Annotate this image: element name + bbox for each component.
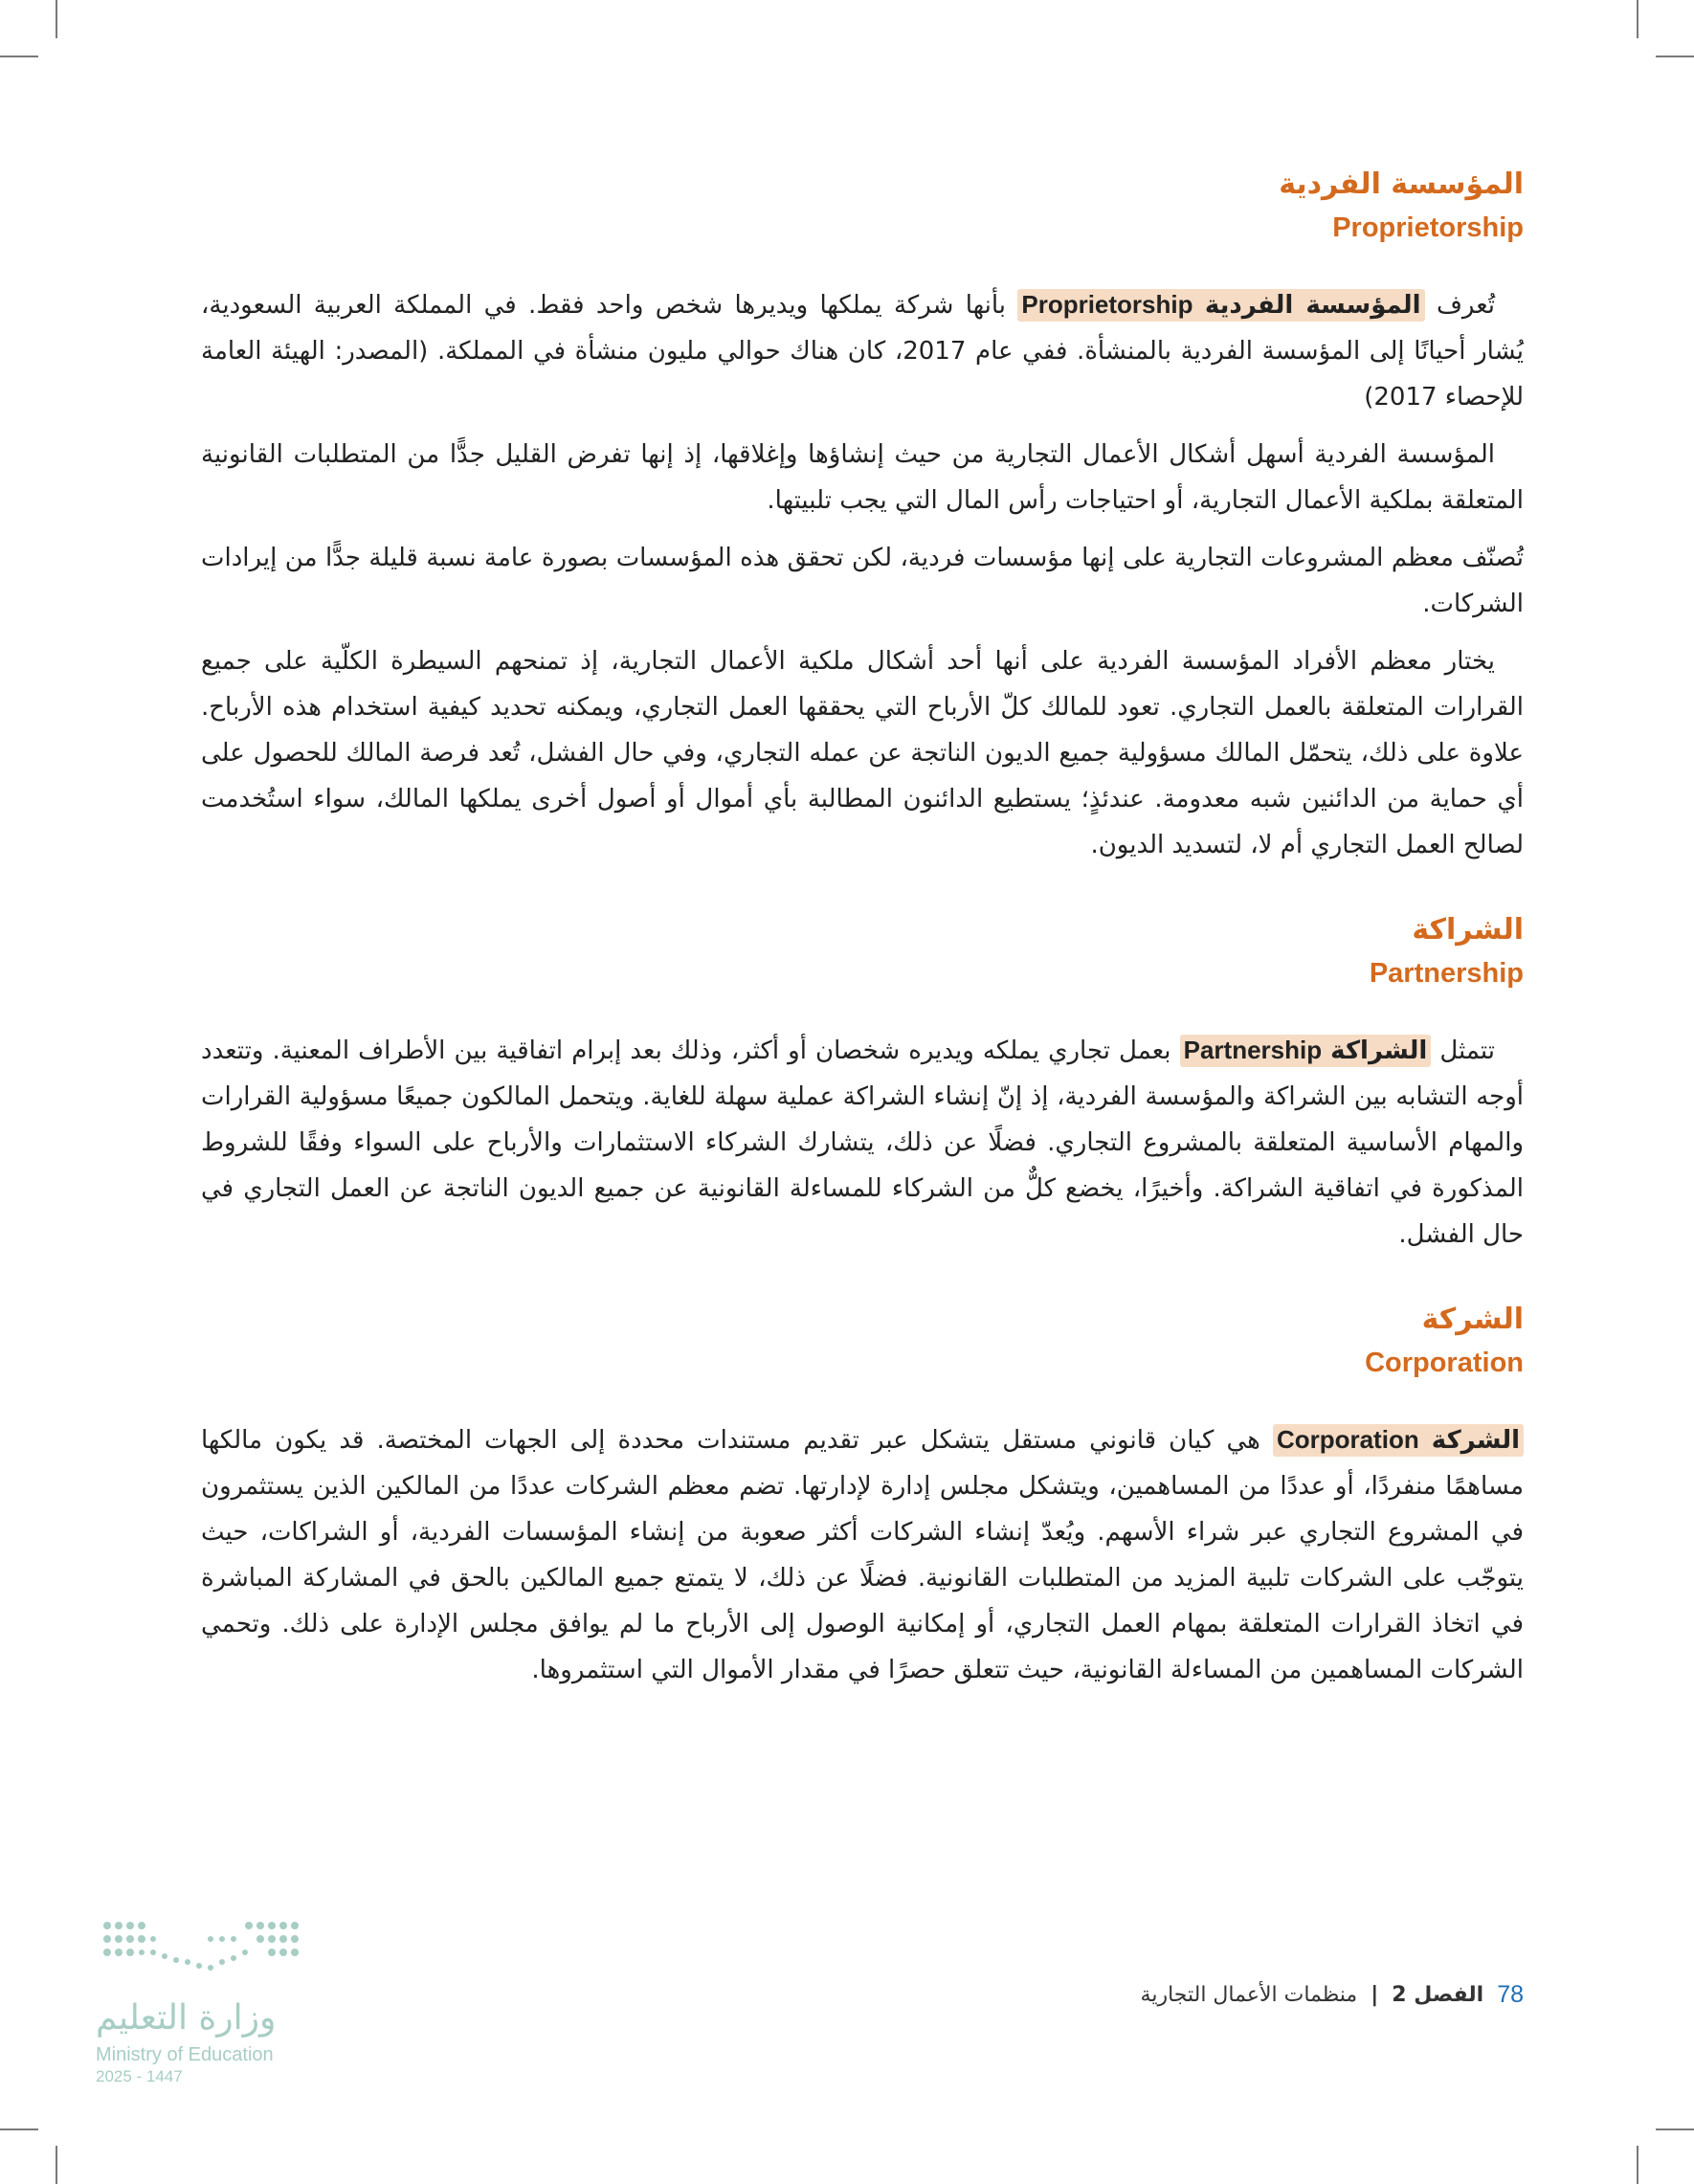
paragraph-text: تُعرف: [1424, 291, 1496, 320]
paragraph: المؤسسة الفردية أسهل أشكال الأعمال التجارية من حيث إنشاؤها وإغلاقها، إذ إنها تفرض القليل جدًّا من المتطلبات القانونية المتعلقة بملكية الأعمال التجارية، أو احتياجات رأس المال التي يجب تلبيتها.: [201, 440, 1524, 515]
section-title-en: Corporation: [1365, 1348, 1524, 1378]
paragraph-text: تتمثل: [1431, 1036, 1495, 1065]
term-en: Corporation: [1276, 1425, 1419, 1454]
paragraph-text: بأنها شركة يملكها ويديرها شخص واحد فقط. في المملكة العربية السعودية، يُشار أحيانًا إلى المؤسسة الفردية بالمنشأة. ففي عام 2017، كان هناك حوالي مليون منشأة في المملكة. (المصدر: الهيئة العامة للإحصاء 2017): [201, 291, 1524, 412]
term-highlight: [1017, 289, 1424, 322]
crop-mark-top-right-h: [1656, 56, 1694, 57]
paragraph: تُصنّف معظم المشروعات التجارية على إنها مؤسسات فردية، لكن تحقق هذه المؤسسات بصورة عامة نسبة قليلة جدًّا من إيرادات الشركات.: [201, 544, 1524, 618]
term-highlight: [1273, 1424, 1524, 1457]
paragraph: [201, 281, 1524, 420]
section-title-ar: المؤسسة الفردية: [1279, 167, 1524, 201]
page-number: 78: [1497, 1981, 1524, 2008]
paragraph: [201, 1027, 1524, 1258]
section-heading: [201, 163, 1524, 249]
crop-mark-top-left-h: [0, 56, 38, 57]
ministry-dots-icon: [96, 1912, 316, 1979]
page-footer: [1141, 1981, 1524, 2009]
crop-mark-bottom-right-h: [1656, 2128, 1694, 2130]
chapter-title: منظمات الأعمال التجارية: [1140, 1983, 1358, 2007]
term-en: Partnership: [1183, 1036, 1323, 1064]
footer-separator: |: [1371, 1983, 1379, 2007]
paragraph-text: بعمل تجاري يملكه ويديره شخصان أو أكثر، وذلك بعد إبرام اتفاقية بين الأطراف المعنية. وتتعدد أوجه التشابه بين الشراكة والمؤسسة الفردية، إذ إنّ إنشاء الشراكة عملية سهلة للغاية. ويتحمل المالكون جميعًا مسؤولية القرارات والمهام الأساسية المتعلقة بالمشروع التجاري. فضلًا عن ذلك، يتشارك الشركاء الاستثمارات والأرباح على السواء وفقًا للشروط المذكورة في اتفاقية الشراكة. وأخيرًا، يخضع كلٌّ من الشركاء للمساءلة القانونية عن جميع الديون الناتجة عن العمل التجاري في حال الفشل.: [201, 1036, 1524, 1249]
term-ar: الشراكة: [1330, 1036, 1428, 1065]
section-corporation: [201, 1298, 1524, 1693]
section-heading: [201, 908, 1524, 994]
paragraph: يختار معظم الأفراد المؤسسة الفردية على أنها أحد أشكال ملكية الأعمال التجارية، إذ تمنحهم السيطرة الكلّية على جميع القرارات المتعلقة بالعمل التجاري. تعود للمالك كلّ الأرباح التي يحققها العمل التجاري، ويمكنه تحديد كيفية استخدام هذه الأرباح. علاوة على ذلك، يتحمّل المالك مسؤولية جميع الديون الناتجة عن عمله التجاري، وفي حال الفشل، تُعد فرصة المالك للحصول على أي حماية من الدائنين شبه معدومة. عندئذٍ؛ يستطيع الدائنون المطالبة بأي أموال أو أصول أخرى يملكها المالك، سواء استُخدمت لصالح العمل التجاري أم لا، لتسديد الديون.: [201, 647, 1524, 859]
term-ar: الشركة: [1431, 1426, 1520, 1455]
page-content: [201, 163, 1524, 1733]
ministry-logo: [96, 1912, 316, 2094]
chapter-label: الفصل 2: [1392, 1983, 1484, 2007]
crop-mark-top-left: [56, 0, 57, 38]
crop-mark-top-right: [1637, 0, 1638, 38]
ministry-name-ar: وزارة التعليم: [96, 1998, 277, 2038]
section-title-en: Proprietorship: [1332, 212, 1524, 243]
section-title-ar: الشركة: [1421, 1303, 1524, 1336]
term-ar: المؤسسة الفردية: [1204, 291, 1421, 320]
section-partnership: [201, 908, 1524, 1258]
section-title-en: Partnership: [1369, 958, 1524, 989]
section-heading: [201, 1298, 1524, 1384]
ministry-year: 2025 - 1447: [96, 2067, 183, 2085]
crop-mark-bottom-left-h: [0, 2128, 38, 2130]
ministry-name-en: Ministry of Education: [96, 2044, 274, 2065]
paragraph-text: هي كيان قانوني مستقل يتشكل عبر تقديم مستندات محددة إلى الجهات المختصة. قد يكون مالكها مساهمًا منفردًا، أو عددًا من المساهمين، ويتشكل مجلس إدارة لإدارتها. تضم معظم الشركات عددًا من المالكين الذين يستثمرون في المشروع التجاري عبر شراء الأسهم. ويُعدّ إنشاء الشركات أكثر صعوبة من إنشاء المؤسسات الفردية، أو الشراكات، حيث يتوجّب على الشركات تلبية المزيد من المتطلبات القانونية. فضلًا عن ذلك، لا يتمتع جميع المالكين بالحق في المشاركة المباشرة في اتخاذ القرارات المتعلقة بمهام العمل التجاري، أو إمكانية الوصول إلى الأرباح ما لم يوافق مجلس الإدارة على ذلك. وتحمي الشركات المساهمين من المساءلة القانونية، حيث تتعلق حصرًا في مقدار الأموال التي استثمروها.: [201, 1426, 1524, 1684]
crop-mark-bottom-right: [1637, 2146, 1638, 2184]
section-proprietorship: [201, 163, 1524, 868]
paragraph: [201, 1416, 1524, 1693]
section-title-ar: الشراكة: [1412, 913, 1524, 947]
term-highlight: [1180, 1035, 1432, 1067]
term-en: Proprietorship: [1021, 290, 1193, 319]
crop-mark-bottom-left: [56, 2146, 57, 2184]
